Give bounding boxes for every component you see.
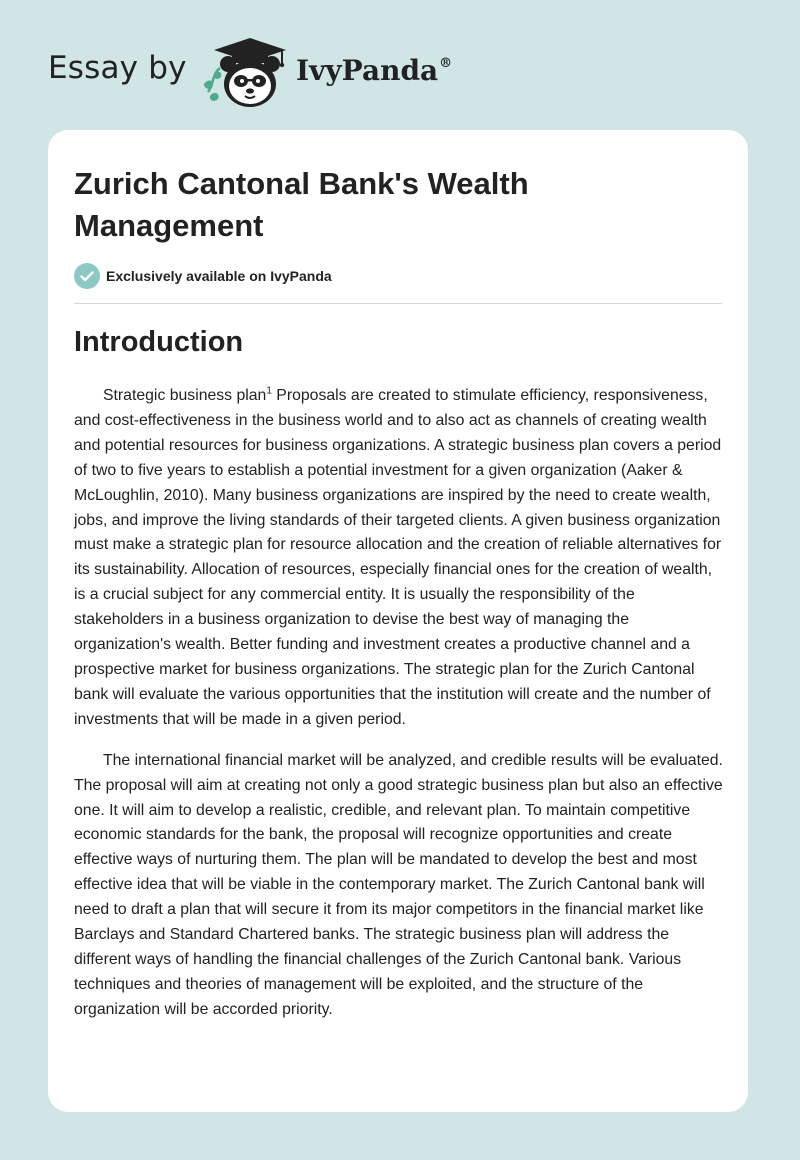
paragraph-2: The international financial market will be analyzed, and credible results will be evaluated. The proposal will aim at creating not only a good strategic business plan but also an effective one. It will aim to develop a realistic, credible, and relevant plan. To maintain competitive economic standards for the bank, the proposal will recognize opportunities and create effective ways of nurturing them. The plan will be mandated to develop the best and most effective idea that will be viable in the contemporary market. The Zurich Cantonal bank will need to draft a plan that will secure it from its major competitors in the financial market like Barclays and Standard Chartered banks. The strategic business plan will address the different ways of handling the financial challenges of the Zurich Cantonal bank. Various techniques and theories of management will be exploited, and the structure of the organization will be accorded priority. [74,751,723,1018]
checkmark-icon [80,271,94,282]
panda-graduate-logo[interactable] [202,34,292,110]
exclusive-label: Exclusively available on IvyPanda [106,268,332,284]
article-body [74,384,726,1039]
article-card [48,130,748,1112]
section-heading: Introduction [74,326,244,358]
paragraph-1-rest: Proposals are created to stimulate efficiency, responsiveness, and cost-effectiveness in the business world and to also act as channels of creating wealth and potential resources for business organizations. A strategic business plan covers a period of two to five years to establish a potential investment for a given organization (Aaker & McLoughlin, 2010). Many business organizations are inspired by the need to create wealth, jobs, and improve the living standards of their targeted clients. A given business organization must make a strategic plan for resource allocation and the creation of reliable alternatives for its sustainability. Allocation of resources, especially financial ones for the creation of wealth, is a crucial subject for any commercial entity. It is usually the responsibility of the stakeholders in a business organization to devise the best way of managing the organization's wealth. Better funding and investment creates a productive channel and a prospective market for business organizations. The strategic plan for the Zurich Cantonal bank will evaluate the various opportunities that the institution will create and the number of investments that will be made in a given period. [74,387,722,728]
paragraph-1-start: Strategic business plan [103,387,267,404]
paragraph-1 [74,384,726,733]
brand-prefix: Essay by [48,50,187,86]
brand-name: IvyPanda® [296,54,453,87]
exclusive-badge [74,263,332,289]
page-title: Zurich Cantonal Bank's Wealth Management [74,166,529,243]
check-circle-icon [74,263,100,289]
divider [74,303,722,304]
brand-header [48,34,488,114]
footnote-reference[interactable]: 1 [266,385,272,397]
trademark-symbol: ® [439,56,453,71]
